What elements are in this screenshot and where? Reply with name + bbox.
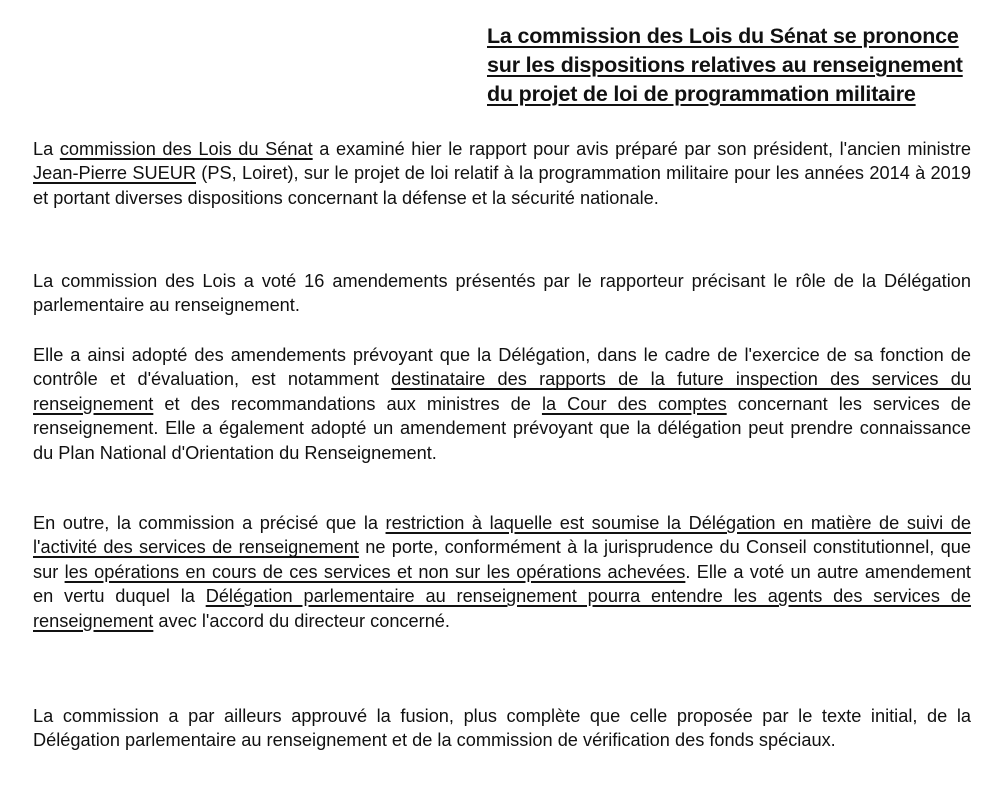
text-run: concernant les services de renseignement. Elle a également adopté un amendement prévoyant que la délégation peut prendre connaissance du Plan National d'Orientation du Renseignement.: [33, 393, 971, 463]
text-run: . Elle a voté un autre amendement en vertu duquel la: [33, 561, 971, 607]
paragraph-commission-review: [33, 137, 971, 210]
underlined-text-run: Délégation parlementaire au renseignement pourra entendre les agents des services de renseignement: [33, 586, 971, 631]
text-run: La commission des Lois a voté 16 amendements présentés par le rapporteur précisant le rôle de la Délégation parlementaire au renseignement.: [33, 271, 971, 316]
text-run: ne porte, conformément à la jurisprudence du Conseil constitutionnel, que sur: [33, 537, 971, 582]
title-line: [487, 51, 977, 80]
text-run: a examiné hier le rapport pour avis préparé par son président, l'ancien ministre: [312, 139, 971, 159]
underlined-text-run: les opérations en cours de ces services et non sur les opérations achevées: [64, 561, 686, 582]
title-line-text: La commission des Lois du Sénat se prononce: [487, 24, 959, 48]
underlined-text-run: commission des Lois du Sénat: [59, 139, 313, 159]
paragraph-delegation-reports: [33, 343, 971, 465]
underlined-text-run: Jean-Pierre SUEUR: [33, 163, 196, 184]
text-run: La commission a par ailleurs approuvé la fusion, plus complète que celle proposée par le texte initial, de la Délégation parlementaire au renseignement et de la commission de vérification des fonds spéciaux.: [33, 706, 971, 751]
title-line-text: du projet de loi de programmation militaire: [487, 82, 916, 106]
document-title: [487, 22, 977, 109]
title-line: [487, 80, 977, 109]
paragraph-fusion: [33, 704, 971, 753]
paragraph-restriction-scope: [33, 511, 971, 633]
underlined-text-run: restriction à laquelle est soumise la Délégation en matière de suivi de l'activité des services de renseignement: [33, 513, 971, 558]
text-run: et des recommandations aux ministres de: [153, 393, 542, 414]
underlined-text-run: la Cour des comptes: [541, 393, 727, 414]
text-run: avec l'accord du directeur concerné.: [153, 610, 450, 631]
paragraph-amendments-vote: [33, 269, 971, 318]
text-run: En outre, la commission a précisé que la: [33, 513, 386, 533]
title-line-text: sur les dispositions relatives au renseignement: [487, 53, 963, 77]
text-run: La: [33, 139, 60, 159]
text-run: Elle a ainsi adopté des amendements prévoyant que la Délégation, dans le cadre de l'exercice de sa fonction de contrôle et d'évaluation, est notamment: [33, 345, 971, 390]
underlined-text-run: destinataire des rapports de la future inspection des services du renseignement: [33, 369, 971, 414]
title-line: [487, 22, 977, 51]
text-run: (PS, Loiret), sur le projet de loi relatif à la programmation militaire pour les années 2014 à 2019 et portant diverses dispositions concernant la défense et la sécurité nationale.: [33, 163, 972, 208]
